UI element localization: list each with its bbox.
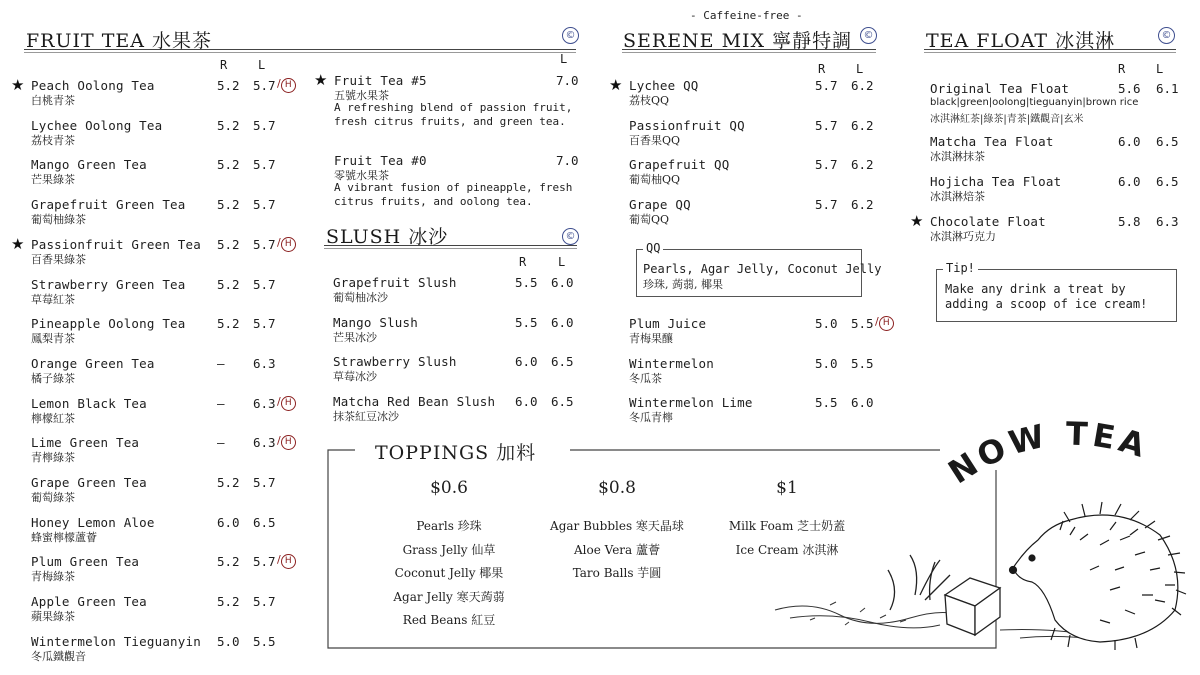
size-large-header: L <box>258 58 266 72</box>
item-name: Strawberry Slush <box>333 354 457 370</box>
topping-item: Aloe Vera 蘆薈 <box>573 542 661 557</box>
price-large: 7.0 <box>556 153 579 168</box>
item-name-zh: 青梅果釀 <box>629 332 673 345</box>
price-large: 6.5 <box>551 354 574 370</box>
svg-text:NOW TEA <box>941 415 1153 491</box>
price-regular: 5.7 <box>815 157 838 173</box>
copyright-icon: © <box>562 228 579 245</box>
item-name-zh: 荔枝青茶 <box>31 133 75 147</box>
item-name: Fruit Tea #0 <box>334 153 427 168</box>
item-name-zh: 芒果綠茶 <box>31 173 75 187</box>
qq-ingredients-zh: 珍珠, 蒟蒻, 椰果 <box>643 278 723 291</box>
item-name: Matcha Red Bean Slush <box>333 394 496 410</box>
size-large-header: L <box>558 255 566 269</box>
price-large: 6.0 <box>551 314 574 330</box>
hot-available-icon: / H <box>277 236 296 252</box>
item-name-zh: 葡萄柚冰沙 <box>333 291 388 304</box>
topping-item: Agar Bubbles 寒天晶球 <box>550 519 684 533</box>
item-name: Apple Green Tea <box>31 594 147 610</box>
item-name-zh: 冰淇淋抹茶 <box>930 150 985 163</box>
item-name-zh: 鳳梨青茶 <box>31 332 75 346</box>
price-regular: 5.2 <box>217 236 240 252</box>
item-name: Matcha Tea Float <box>930 134 1054 149</box>
item-name: Lemon Black Tea <box>31 395 147 411</box>
price-regular: 5.5 <box>515 275 538 290</box>
price-large: 5.7 <box>253 475 276 490</box>
original-float-options: black|green|oolong|tieguanyin|brown rice <box>930 97 1139 108</box>
hot-label: H <box>281 554 296 569</box>
price-large: 5.7 <box>253 78 276 93</box>
price-large: 6.2 <box>851 117 874 133</box>
item-name-zh: 草莓紅茶 <box>31 292 75 306</box>
price-large: 6.3 <box>253 435 276 451</box>
hot-available-icon: / H <box>277 553 296 569</box>
price-regular: 5.2 <box>217 117 240 133</box>
price-large: 6.5 <box>551 394 574 410</box>
copyright-icon: © <box>562 27 579 44</box>
item-name: Mango Slush <box>333 314 418 330</box>
topping-item: Pearls 珍珠 <box>416 519 482 533</box>
qq-box-label: QQ <box>643 241 663 255</box>
item-name: Lychee QQ <box>629 78 699 93</box>
price-large: 6.0 <box>851 395 874 411</box>
price-large: 6.1 <box>1156 81 1179 96</box>
item-name-zh: 蘋果綠茶 <box>31 610 75 624</box>
price-large: 6.3 <box>253 355 276 371</box>
star-icon: ★ <box>910 212 924 230</box>
item-name: Grapefruit Green Tea <box>31 197 186 213</box>
item-name: Original Tea Float <box>930 81 1070 96</box>
price-regular: 5.0 <box>815 355 838 371</box>
price-regular: 6.0 <box>515 394 538 410</box>
item-name: Lime Green Tea <box>31 435 140 451</box>
price-large: 5.5 <box>851 316 874 331</box>
original-float-options-zh: 冰淇淋紅茶|綠茶|青茶|鐵觀音|玄米 <box>930 114 1084 125</box>
item-name-zh: 葡萄柚綠茶 <box>31 213 86 227</box>
item-name-zh: 冰淇淋巧克力 <box>930 230 996 243</box>
size-large-header: L <box>1156 62 1164 76</box>
size-large-header: L <box>856 62 864 76</box>
item-name: Grapefruit Slush <box>333 275 457 290</box>
item-name: Plum Green Tea <box>31 554 140 570</box>
tip-label: Tip! <box>943 261 978 275</box>
price-large: 6.3 <box>1156 214 1179 229</box>
item-name-zh: 葡萄QQ <box>629 213 670 227</box>
topping-item: Coconut Jelly 椰果 <box>394 566 504 580</box>
item-name: Honey Lemon Aloe <box>31 514 155 530</box>
item-name: Passionfruit Green Tea <box>31 236 201 252</box>
price-regular: 5.5 <box>515 314 538 330</box>
item-name-zh: 檸檬紅茶 <box>31 411 75 425</box>
serene-mix-title: SERENE MIX 寧靜特調 <box>623 30 853 52</box>
price-large: 6.5 <box>253 514 276 530</box>
price-regular: 5.0 <box>217 633 240 649</box>
item-name-zh: 冬瓜茶 <box>629 371 662 385</box>
description-line: citrus fruits, and oolong tea. <box>334 195 533 208</box>
item-name-zh: 冰淇淋焙茶 <box>930 190 985 203</box>
item-name-zh: 橘子綠茶 <box>31 371 75 385</box>
item-name: Chocolate Float <box>930 214 1046 229</box>
item-name: Passionfruit QQ <box>629 117 745 133</box>
caffeine-free-label: - Caffeine-free - <box>690 9 803 22</box>
item-name: Mango Green Tea <box>31 157 147 173</box>
item-name-zh: 青梅綠茶 <box>31 570 75 584</box>
item-name: Grape QQ <box>629 197 691 213</box>
item-name: Lychee Oolong Tea <box>31 117 163 133</box>
item-name-zh: 草莓冰沙 <box>333 370 377 384</box>
tip-text-line1: Make any drink a treat by <box>945 282 1126 296</box>
price-regular: 6.0 <box>217 514 240 530</box>
item-name-zh: 零號水果茶 <box>334 169 389 182</box>
price-large: 5.7 <box>253 316 276 332</box>
topping-item: Milk Foam 芝士奶蓋 <box>728 519 846 533</box>
qq-ingredients: Pearls, Agar Jelly, Coconut Jelly <box>643 262 882 276</box>
hot-available-icon: / H <box>277 77 296 93</box>
price-regular: 5.2 <box>217 276 240 292</box>
brand-name: NOW TEA <box>941 415 1154 492</box>
price-regular: 5.6 <box>1118 81 1141 96</box>
star-icon: ★ <box>609 76 623 94</box>
price-regular: 5.5 <box>815 395 838 411</box>
description-line: A vibrant fusion of pineapple, fresh <box>334 181 573 194</box>
topping-price: $0.8 <box>598 478 636 498</box>
copyright-icon: © <box>1158 27 1175 44</box>
item-name-zh: 冬瓜青檸 <box>629 411 673 425</box>
price-large: 5.7 <box>253 554 276 570</box>
tea-float-title: TEA FLOAT 冰淇淋 <box>926 30 1116 52</box>
price-large: 6.0 <box>551 275 574 290</box>
price-regular: 6.0 <box>1118 174 1141 189</box>
slush-title: SLUSH 冰沙 <box>326 226 449 248</box>
item-name-zh: 百香果QQ <box>629 133 681 147</box>
size-regular-header: R <box>220 58 228 72</box>
price-large: 5.7 <box>253 157 276 173</box>
item-name-zh: 蜂蜜檸檬蘆薈 <box>31 530 97 544</box>
hot-available-icon: / H <box>277 434 296 450</box>
item-name-zh: 青檸綠茶 <box>31 451 75 465</box>
topping-item: Agar Jelly 寒天蒟蒻 <box>393 589 505 604</box>
star-icon: ★ <box>11 234 25 253</box>
hedgehog-illustration <box>770 500 1190 670</box>
price-large: 6.2 <box>851 157 874 173</box>
item-name: Peach Oolong Tea <box>31 78 155 93</box>
price-regular: 5.2 <box>217 157 240 173</box>
price-large: 5.7 <box>253 236 276 252</box>
size-regular-header: R <box>818 62 826 76</box>
item-name-zh: 芒果冰沙 <box>333 330 377 344</box>
price-large: 6.3 <box>253 395 276 411</box>
item-name: Strawberry Green Tea <box>31 276 186 292</box>
price-large: 6.2 <box>851 197 874 213</box>
hot-label: H <box>281 435 296 450</box>
price-large: 6.5 <box>1156 134 1179 149</box>
price-regular: 5.8 <box>1118 214 1141 229</box>
item-name: Orange Green Tea <box>31 355 155 371</box>
price-regular: – <box>217 435 225 451</box>
item-name: Pineapple Oolong Tea <box>31 316 186 332</box>
hot-label: H <box>879 316 894 331</box>
hot-available-icon: / H <box>875 315 894 331</box>
now-tea-logo <box>940 415 1190 495</box>
price-large: 5.7 <box>253 594 276 610</box>
price-large: 5.5 <box>253 633 276 649</box>
price-regular: – <box>217 355 225 371</box>
topping-item: Grass Jelly 仙草 <box>402 542 496 557</box>
hot-label: H <box>281 237 296 252</box>
price-regular: 5.7 <box>815 78 838 93</box>
item-name-zh: 百香果綠茶 <box>31 252 86 266</box>
topping-item: Ice Cream 冰淇淋 <box>735 542 839 557</box>
price-large: 5.5 <box>851 355 874 371</box>
price-regular: 5.2 <box>217 197 240 213</box>
price-large: 5.7 <box>253 117 276 133</box>
item-name: Grapefruit QQ <box>629 157 730 173</box>
item-name: Plum Juice <box>629 316 707 331</box>
item-name-zh: 抹茶紅豆冰沙 <box>333 410 399 424</box>
item-name-zh: 葡萄綠茶 <box>31 491 75 504</box>
size-regular-header: R <box>519 255 527 269</box>
price-regular: 5.0 <box>815 316 838 331</box>
toppings-title: TOPPINGS 加料 <box>375 442 537 464</box>
price-large: 6.5 <box>1156 174 1179 189</box>
size-regular-header: R <box>1118 62 1126 76</box>
price-regular: 5.2 <box>217 475 240 490</box>
star-icon: ★ <box>11 76 25 94</box>
price-regular: – <box>217 395 225 411</box>
description-line: A refreshing blend of passion fruit, <box>334 101 573 114</box>
size-large-header: L <box>560 52 568 66</box>
hot-label: H <box>281 78 296 93</box>
topping-price: $0.6 <box>430 478 468 498</box>
item-name-zh: 葡萄柚QQ <box>629 173 681 187</box>
description-line: fresh citrus fruits, and green tea. <box>334 115 566 128</box>
price-regular: 5.2 <box>217 78 240 93</box>
item-name: Wintermelon Lime <box>629 395 753 411</box>
price-large: 5.7 <box>253 276 276 292</box>
price-regular: 6.0 <box>1118 134 1141 149</box>
price-large: 5.7 <box>253 197 276 213</box>
price-regular: 6.0 <box>515 354 538 370</box>
copyright-icon: © <box>860 27 877 44</box>
price-regular: 5.2 <box>217 554 240 570</box>
price-large: 6.2 <box>851 78 874 93</box>
item-name-zh: 五號水果茶 <box>334 89 389 102</box>
topping-item: Taro Balls 芋圓 <box>572 566 662 580</box>
item-name-zh: 荔枝QQ <box>629 94 670 107</box>
item-name: Wintermelon Tieguanyin <box>31 633 201 649</box>
topping-price: $1 <box>776 478 798 498</box>
price-regular: 5.2 <box>217 594 240 610</box>
item-name: Fruit Tea #5 <box>334 73 427 88</box>
item-name-zh: 白桃青茶 <box>31 94 75 107</box>
price-large: 7.0 <box>556 73 579 88</box>
price-regular: 5.7 <box>815 117 838 133</box>
price-regular: 5.2 <box>217 316 240 332</box>
item-name: Hojicha Tea Float <box>930 174 1062 189</box>
item-name: Grape Green Tea <box>31 475 147 490</box>
fruit-tea-title: FRUIT TEA 水果茶 <box>26 30 213 52</box>
tip-text-line2: adding a scoop of ice cream! <box>945 297 1148 311</box>
item-name: Wintermelon <box>629 355 714 371</box>
topping-item: Red Beans 紅豆 <box>402 613 496 627</box>
price-regular: 5.7 <box>815 197 838 213</box>
hot-label: H <box>281 396 296 411</box>
hot-available-icon: / H <box>277 395 296 411</box>
item-name-zh: 冬瓜鐵觀音 <box>31 649 86 663</box>
star-icon: ★ <box>314 71 328 89</box>
